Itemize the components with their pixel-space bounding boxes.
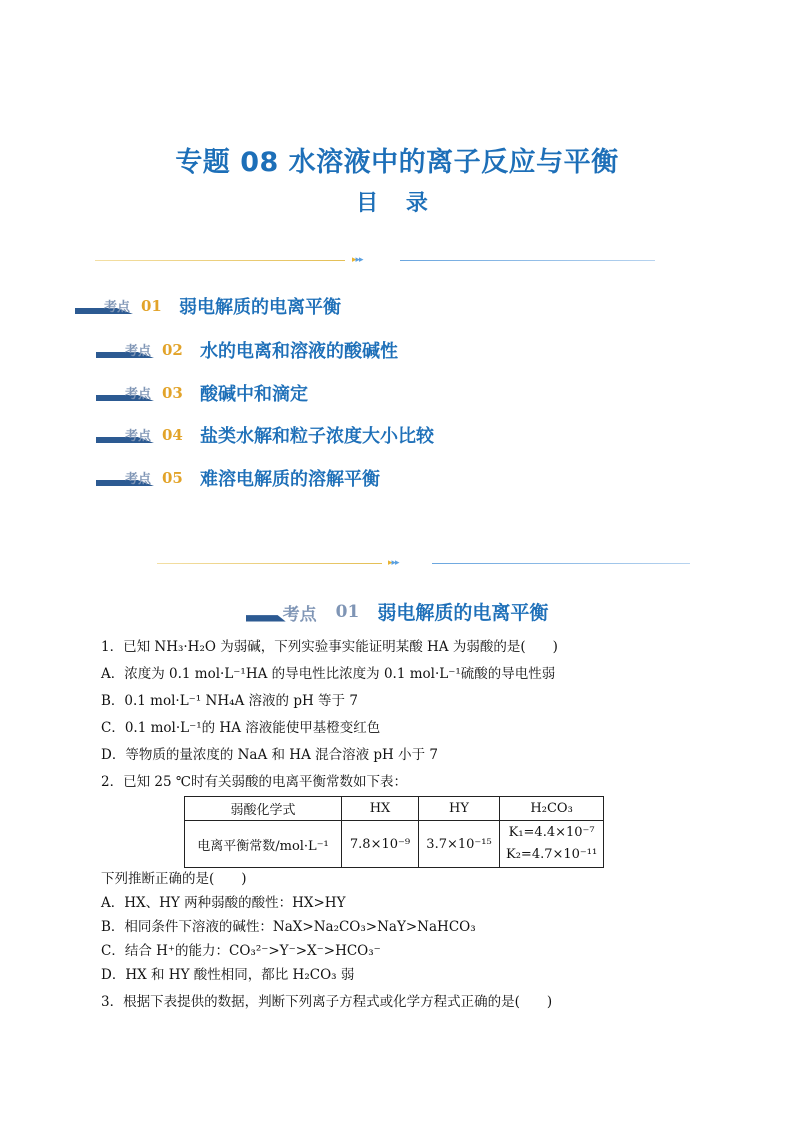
tag-label: 考点 xyxy=(125,344,152,359)
question-1-option-b: B．0.1 mol·L⁻¹ NH₄A 溶液的 pH 等于 7 xyxy=(101,693,358,709)
toc-label: 难溶电解质的溶解平衡 xyxy=(200,469,380,490)
tag-label: 考点 xyxy=(125,429,152,444)
ionization-constants-table xyxy=(184,796,604,868)
divider-left-2 xyxy=(157,563,382,564)
toc-item-03[interactable] xyxy=(96,379,434,407)
toc-label: 酸碱中和滴定 xyxy=(200,384,308,405)
topic-tag xyxy=(96,383,158,403)
toc-number: 02 xyxy=(162,341,183,359)
table-header-cell: HY xyxy=(419,797,500,821)
toc-number: 01 xyxy=(141,297,162,315)
question-1-stem: 1．已知 NH₃·H₂O 为弱碱，下列实验事实能证明某酸 HA 为弱酸的是( ) xyxy=(101,639,558,655)
question-1-option-d: D．等物质的量浓度的 NaA 和 HA 混合溶液 pH 小于 7 xyxy=(101,747,438,763)
page-title: 专题 08 水溶液中的离子反应与平衡 xyxy=(175,147,619,178)
toc-item-05[interactable] xyxy=(96,464,434,492)
question-2-option-a: A．HX、HY 两种弱酸的酸性：HX>HY xyxy=(101,895,346,911)
divider-left xyxy=(95,260,345,261)
toc-label: 盐类水解和粒子浓度大小比较 xyxy=(200,426,434,447)
topic-tag xyxy=(96,340,158,360)
section-tag xyxy=(246,600,338,624)
question-2-option-d: D．HX 和 HY 酸性相同，都比 H₂CO₃ 弱 xyxy=(101,967,355,983)
table-cell-hx: 7.8×10⁻⁹ xyxy=(342,821,419,868)
toc-label: 弱电解质的电离平衡 xyxy=(179,297,341,318)
toc-item-04[interactable] xyxy=(96,421,434,449)
table-cell-k2: K₂=4.7×10⁻¹¹ xyxy=(506,847,598,862)
table-cell-k1: K₁=4.4×10⁻⁷ xyxy=(508,825,595,840)
toc-number: 03 xyxy=(162,384,183,402)
topic-tag xyxy=(96,468,158,488)
section-heading xyxy=(0,598,794,625)
section-number: 01 xyxy=(335,601,360,622)
question-3-stem: 3．根据下表提供的数据，判断下列离子方程式或化学方程式正确的是( ) xyxy=(101,994,553,1010)
question-1-option-c: C．0.1 mol·L⁻¹的 HA 溶液能使甲基橙变红色 xyxy=(101,720,381,736)
divider-arrow-icon: ▸▸▸ xyxy=(388,558,399,568)
table-row xyxy=(185,821,604,868)
topic-tag xyxy=(75,296,137,316)
table-header-cell: HX xyxy=(342,797,419,821)
table-header-cell: 弱酸化学式 xyxy=(185,797,342,821)
question-2-prompt: 下列推断正确的是( ) xyxy=(101,871,247,887)
table-cell-hy: 3.7×10⁻¹⁵ xyxy=(419,821,500,868)
topic-tag xyxy=(96,425,158,445)
table-header-row xyxy=(185,797,604,821)
tag-label: 考点 xyxy=(125,472,152,487)
section-tag-label: 考点 xyxy=(282,604,317,625)
toc-list-indented xyxy=(96,336,434,492)
toc-number: 04 xyxy=(162,426,183,444)
section-title: 弱电解质的电离平衡 xyxy=(377,602,549,624)
toc-item-01[interactable] xyxy=(75,292,341,320)
question-1-option-a: A．浓度为 0.1 mol·L⁻¹HA 的导电性比浓度为 0.1 mol·L⁻¹硫酸的导电性弱 xyxy=(101,666,556,682)
toc-number: 05 xyxy=(162,469,183,487)
table-cell-h2co3 xyxy=(500,821,604,868)
question-2-option-b: B．相同条件下溶液的碱性：NaX>Na₂CO₃>NaY>NaHCO₃ xyxy=(101,919,476,935)
toc-label: 水的电离和溶液的酸碱性 xyxy=(200,341,398,362)
table-header-cell: H₂CO₃ xyxy=(500,797,604,821)
tag-label: 考点 xyxy=(104,300,131,315)
tag-bar-shape xyxy=(246,614,286,622)
divider-right xyxy=(400,260,655,261)
divider-arrow-icon: ▸▸▸ xyxy=(352,255,363,265)
table-row-label: 电离平衡常数/mol·L⁻¹ xyxy=(185,821,342,868)
question-2-stem: 2．已知 25 ℃时有关弱酸的电离平衡常数如下表： xyxy=(101,774,407,790)
question-2-option-c: C．结合 H⁺的能力：CO₃²⁻>Y⁻>X⁻>HCO₃⁻ xyxy=(101,943,381,959)
divider-right-2 xyxy=(432,563,690,564)
tag-label: 考点 xyxy=(125,387,152,402)
toc-heading: 目 录 xyxy=(356,191,438,216)
toc-item-02[interactable] xyxy=(96,336,434,364)
toc-list xyxy=(75,292,341,320)
